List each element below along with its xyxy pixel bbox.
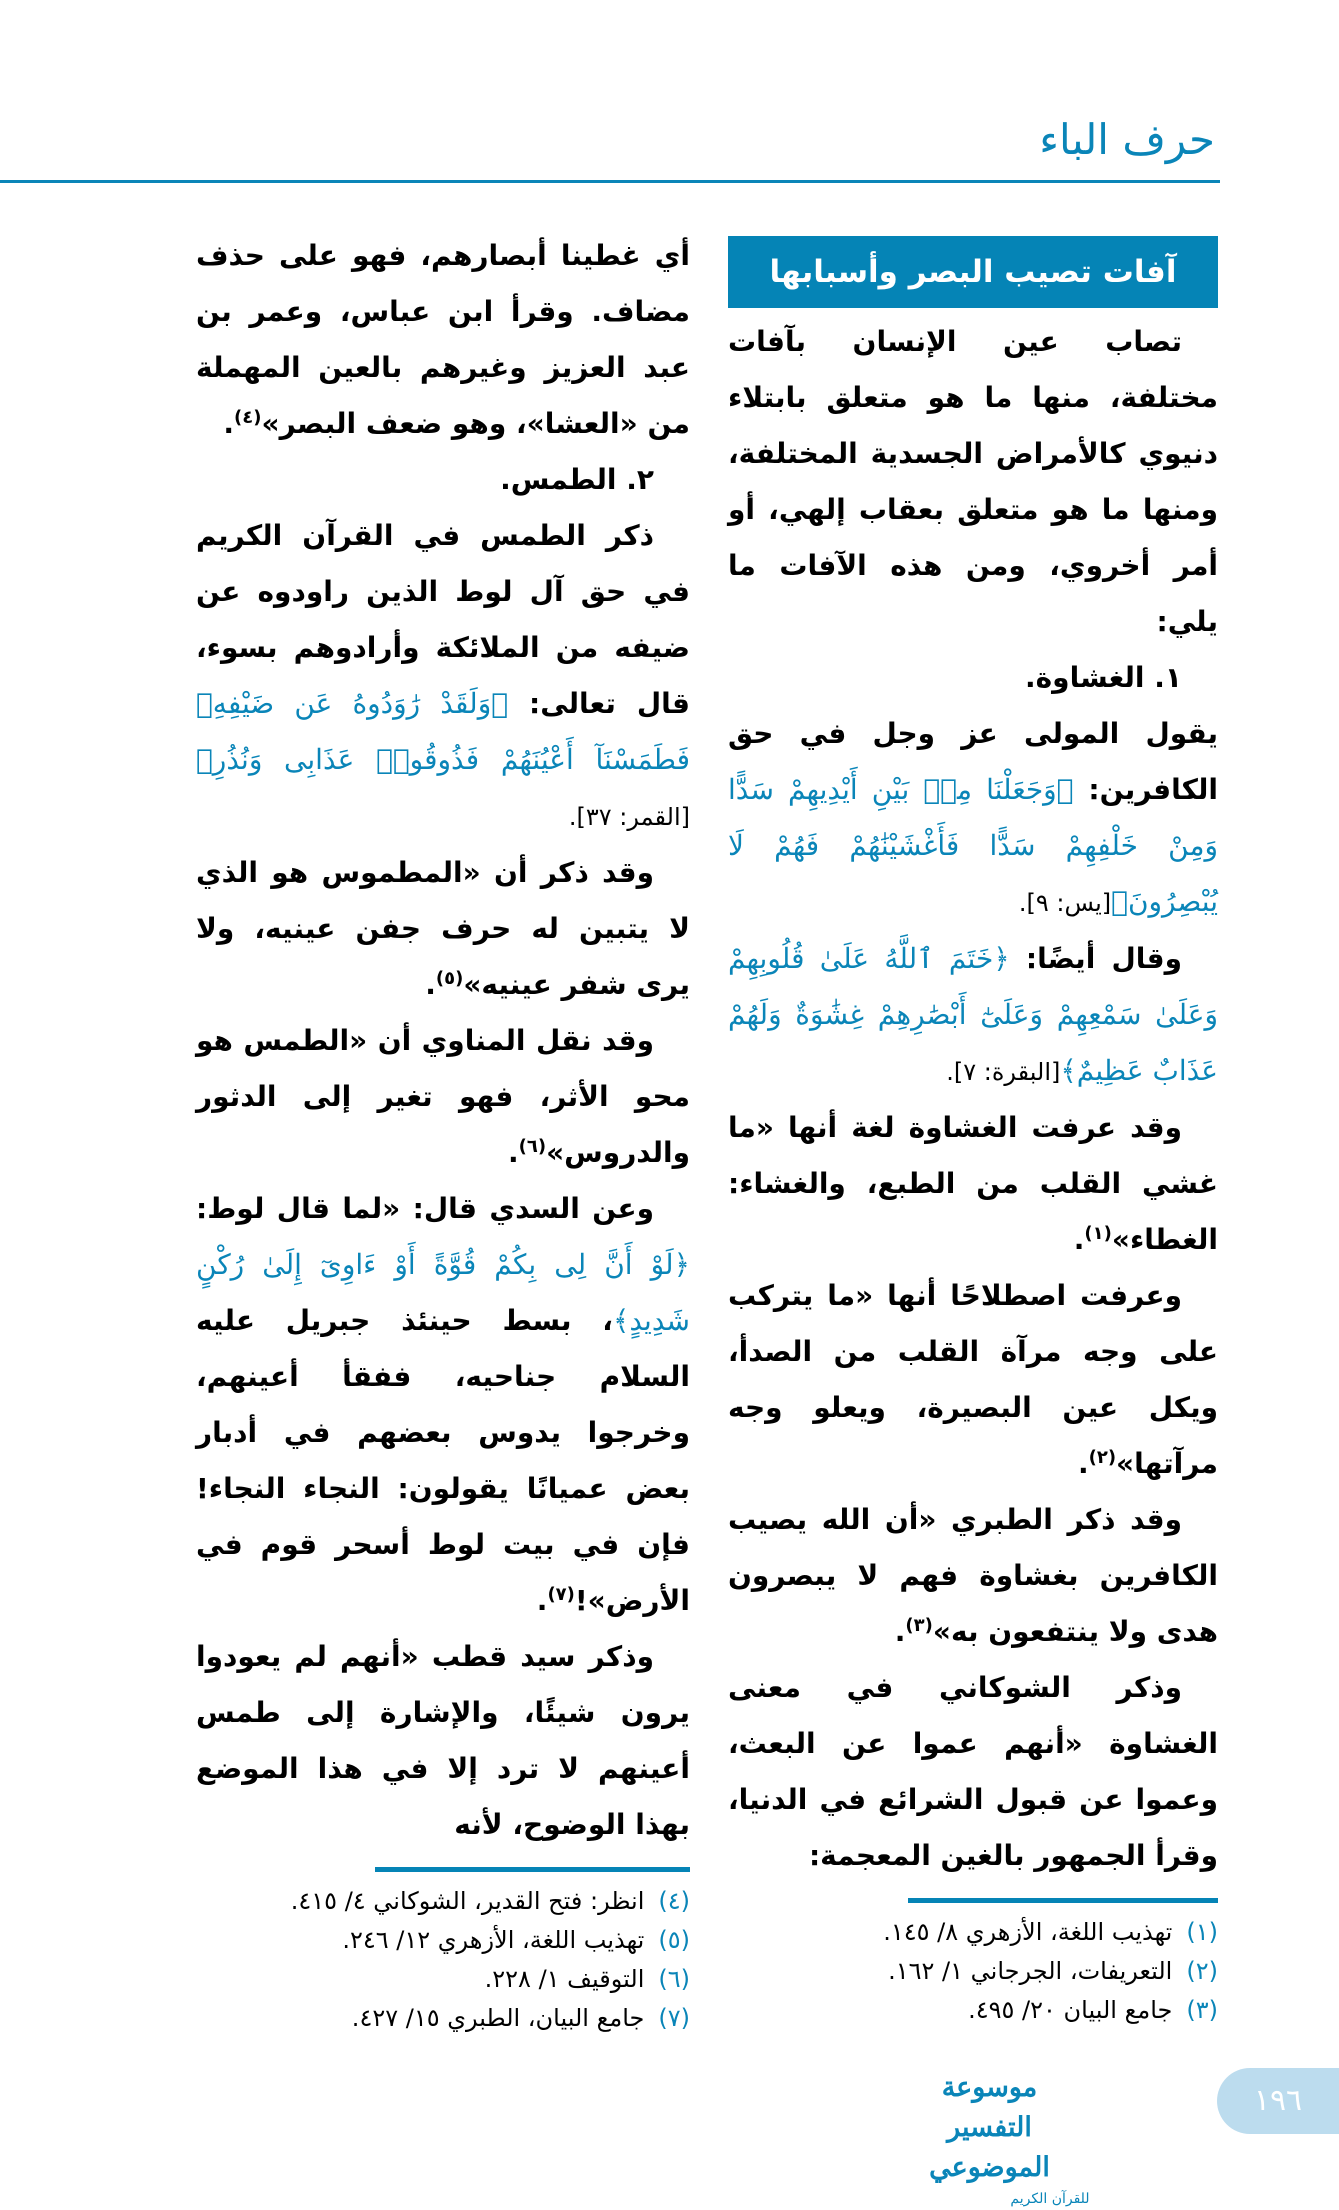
paragraph [728,1492,1218,1660]
quran-verse: ﴿لَوْ أَنَّ لِى بِكُمْ قُوَّةً أَوْ ءَاوِىٓ إِلَىٰ رُكْنٍ شَدِيدٍ﴾ [196,1248,690,1337]
encyclopedia-logo [900,2068,1200,2210]
footnote-divider-right [908,1898,1218,1903]
footnote-marker: (٦) [518,1136,547,1157]
page-body [0,228,1339,2038]
footnote-marker: (٥) [435,968,464,989]
paragraph [196,228,690,452]
logo-sub-text: للقرآن الكريم [1010,2191,1090,2207]
footnote-number: (٣) [1186,1996,1218,2024]
quran-verse: ﴿خَتَمَ ٱللَّهُ عَلَىٰ قُلُوبِهِمْ وَعَلَىٰ سَمْعِهِمْ وَعَلَىٰٓ أَبْصَٰرِهِمْ غِشَٰوَةٌ وَلَهُمْ عَذَابٌ عَظِيمٌ﴾ [728,942,1218,1087]
paragraph-text: يقول المولى عز وجل في حق الكافرين: [728,717,1218,806]
paragraph-text: تصاب عين الإنسان بآفات مختلفة، منها ما هو متعلق بابتلاء دنيوي كالأمراض الجسدية المختلفة، ومنها ما هو متعلق بعقاب إلهي، أو أمر أخروي، ومن هذه الآفات ما يلي: [728,325,1218,638]
section-heading: آفات تصيب البصر وأسبابها [728,236,1218,308]
footnote [196,1960,690,1999]
footnote [728,1952,1218,1991]
footnote [196,1921,690,1960]
paragraph-text: ، بسط حينئذ جبريل عليه السلام جناحيه، ففقأ أعينهم، وخرجوا يدوس بعضهم في أدبار بعض عميانًا يقولون: النجاء النجاء! فإن في بيت لوط أسحر قوم في الأرض»! [196,1304,690,1617]
footnote-number: (٧) [658,2004,690,2032]
paragraph-text: . [507,1136,519,1169]
footnote-text: انظر: فتح القدير، الشوكاني ٤/ ٤١٥. [290,1887,645,1915]
footnote [728,1991,1218,2030]
paragraph-text: . [1077,1447,1089,1480]
paragraph-text: وعرفت اصطلاحًا أنها «ما يتركب على وجه مرآة القلب من الصدأ، ويكل عين البصيرة، ويعلو وجه مرآتها» [728,1279,1218,1480]
footnote-divider-left [375,1867,690,1872]
footnote-text: تهذيب اللغة، الأزهري ١٢/ ٢٤٦. [342,1926,645,1954]
footnote-text: جامع البيان ٢٠/ ٤٩٥. [968,1996,1173,2024]
paragraph-text: ٢. الطمس. [500,463,654,496]
footnote [196,1882,690,1921]
paragraph-text: وقد ذكر أن «المطموس هو الذي لا يتبين له حرف جفن عينيه، ولا يرى شفر عينيه» [196,856,690,1001]
paragraph [728,1100,1218,1268]
header-divider [0,180,1220,183]
paragraph-text: وقد ذكر الطبري «أن الله يصيب الكافرين بغشاوة فهم لا يبصرون هدى ولا ينتفعون به» [728,1503,1218,1648]
paragraph [196,452,690,508]
paragraph-text: ذكر الطمس في القرآن الكريم في حق آل لوط الذين راودوه عن ضيفه من الملائكة وأرادوهم بسوء، قال تعالى: [196,519,690,720]
paragraph-text: . [223,407,235,440]
paragraph-text: ١. الغشاوة. [1025,661,1182,694]
logo-main-text: موسوعة التفسير الموضوعي [929,2072,1050,2183]
right-column [728,228,1218,2030]
left-column [196,228,690,2038]
footnote-text: جامع البيان، الطبري ١٥/ ٤٢٧. [351,2004,645,2032]
paragraph [196,508,690,845]
paragraph-text: وقال أيضًا: [1009,942,1182,975]
footnote-number: (٤) [658,1887,690,1915]
paragraph [196,1181,690,1629]
paragraph [196,1629,690,1853]
footnote-marker: (٧) [547,1584,575,1605]
page-footer [0,2068,1339,2207]
footnote-marker: (٤) [234,407,262,428]
footnote-number: (١) [1186,1918,1218,1946]
paragraph-text: وذكر سيد قطب «أنهم لم يعودوا يرون شيئًا، والإشارة إلى طمس أعينهم لا ترد إلا في هذا الموضع بهذا الوضوح، لأنه [196,1640,690,1841]
footnote-text: تهذيب اللغة، الأزهري ٨/ ١٤٥. [883,1918,1173,1946]
paragraph-text: . [425,968,436,1001]
page-header [0,0,1339,228]
paragraph-text: وعن السدي قال: «لما قال لوط: [196,1192,654,1225]
paragraph [728,1268,1218,1492]
quran-verse: ﴿وَلَقَدْ رَٰوَدُوهُ عَن ضَيْفِهِۦ فَطَمَسْنَآ أَعْيُنَهُمْ فَذُوقُوا۟ عَذَابِى وَنُذُرِ﴾ [196,687,690,776]
paragraph-text: أي غطينا أبصارهم، فهو على حذف مضاف. وقرأ ابن عباس، وعمر بن عبد العزيز وغيرهم بالعين المهملة من «العشا»، وهو ضعف البصر» [196,239,690,440]
footnote-marker: (٣) [905,1615,933,1636]
paragraph [196,845,690,1013]
paragraph [728,650,1218,706]
footnote-number: (٦) [658,1965,690,1993]
footnote-text: التعريفات، الجرجاني ١/ ١٦٢. [888,1957,1173,1985]
paragraph [728,1660,1218,1884]
paragraph [728,706,1218,931]
footnotes-right [728,1913,1218,2030]
paragraph-text: وقد نقل المناوي أن «الطمس هو محو الأثر، فهو تغير إلى الدثور والدروس» [196,1024,690,1169]
footnote-marker: (١) [1084,1223,1112,1244]
paragraph-text: وقد عرفت الغشاوة لغة أنها «ما غشي القلب من الطبع، والغشاء: الغطاء» [728,1111,1218,1256]
footnote-text: التوقيف ١/ ٢٢٨. [484,1965,645,1993]
footnotes-left [196,1882,690,2038]
paragraph [728,931,1218,1100]
verse-reference: [يس: ٩]. [1018,889,1112,917]
verse-reference: [القمر: ٣٧]. [568,803,690,831]
footnote-marker: (٢) [1088,1447,1117,1468]
paragraph [196,1013,690,1181]
footnote-number: (٥) [658,1926,690,1954]
footnote [196,1999,690,2038]
paragraph [728,314,1218,650]
footnote-number: (٢) [1186,1957,1218,1985]
paragraph-text: . [1073,1223,1085,1256]
page-number: ١٩٦ [1217,2068,1339,2134]
quran-verse: ﴿وَجَعَلْنَا مِنۢ بَيْنِ أَيْدِيهِمْ سَدًّا وَمِنْ خَلْفِهِمْ سَدًّا فَأَغْشَيْنَٰهُمْ فَهُمْ لَا يُبْصِرُونَ﴾ [728,773,1218,918]
right-paragraphs [728,314,1218,1884]
left-paragraphs [196,228,690,1853]
paragraph-text: . [536,1584,548,1617]
verse-reference: [البقرة: ٧]. [946,1058,1061,1086]
footnote [728,1913,1218,1952]
paragraph-text: . [894,1615,906,1648]
paragraph-text: وذكر الشوكاني في معنى الغشاوة «أنهم عموا عن البعث، وعموا عن قبول الشرائع في الدنيا، وقرأ الجمهور بالغين المعجمة: [728,1671,1218,1872]
chapter-title: حرف الباء [1039,115,1215,164]
